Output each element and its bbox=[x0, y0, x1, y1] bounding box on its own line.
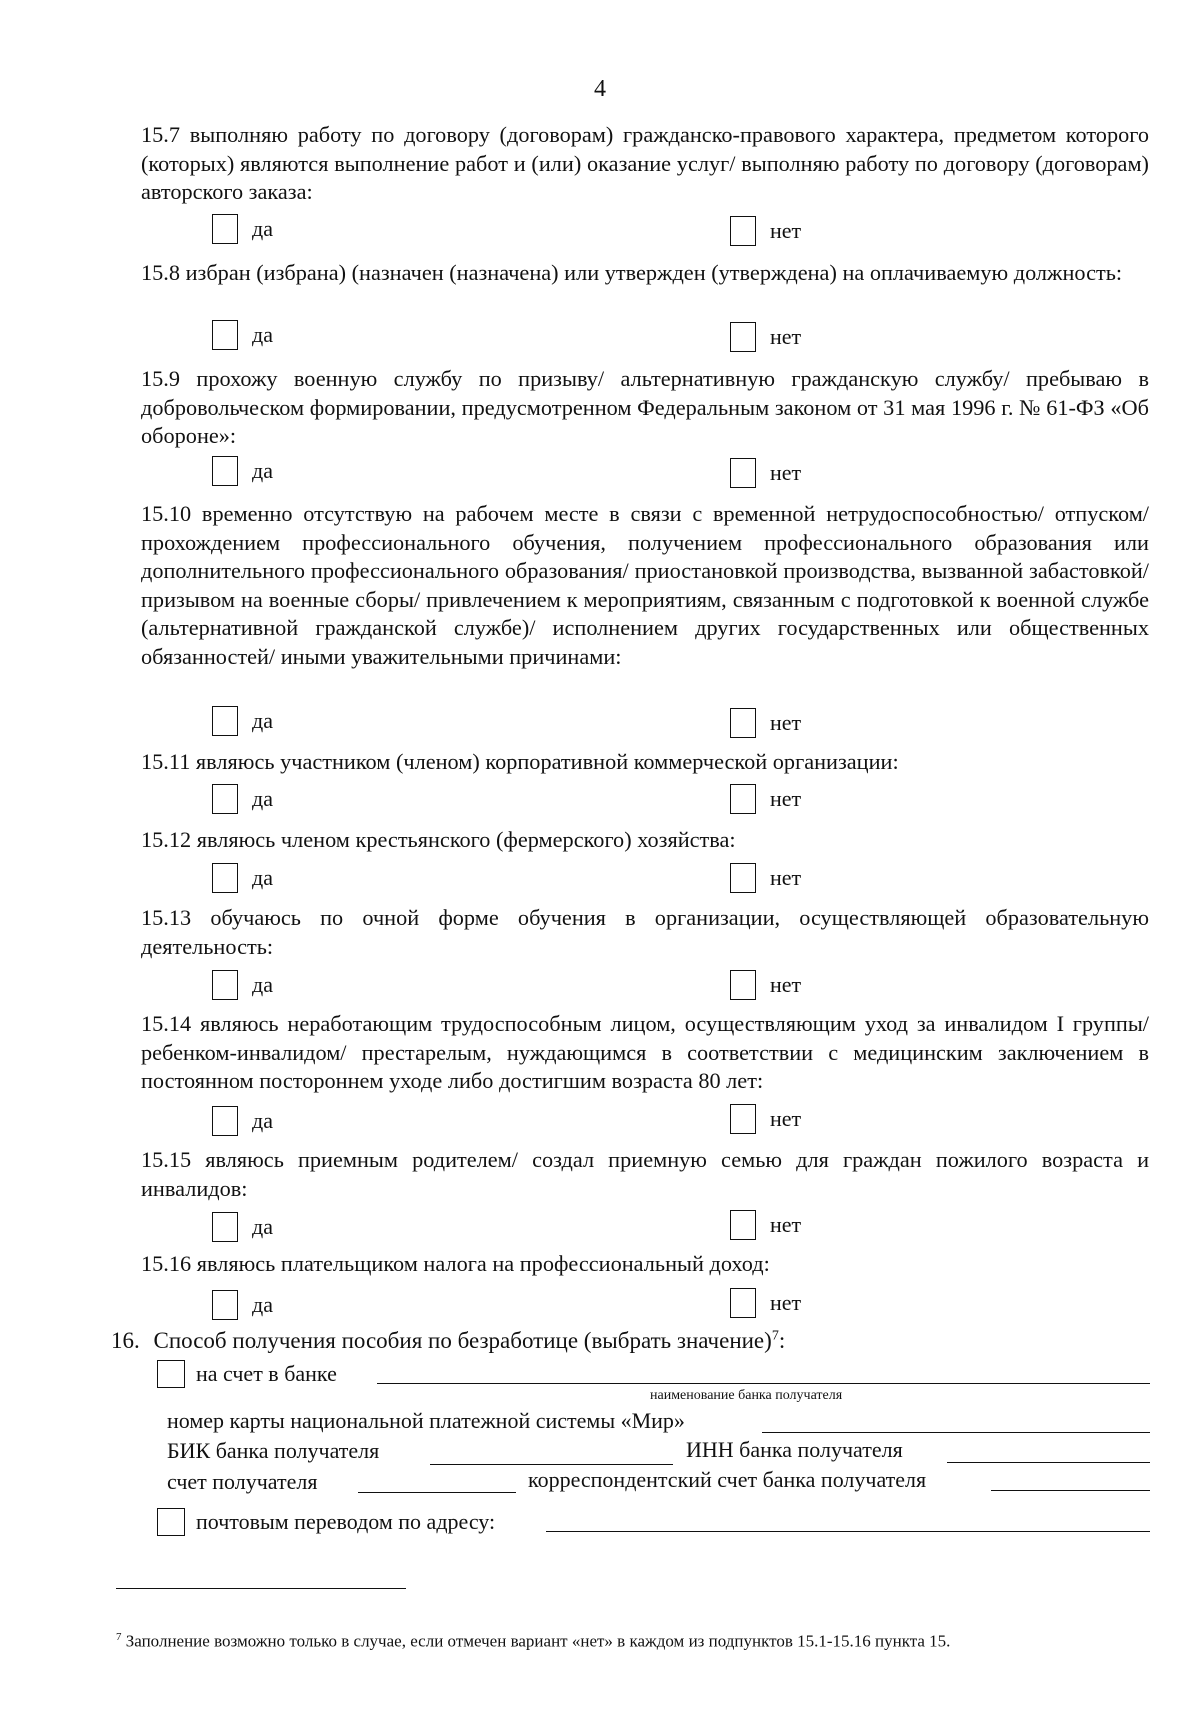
inn-field[interactable] bbox=[947, 1462, 1150, 1463]
postal-transfer-checkbox[interactable] bbox=[157, 1508, 185, 1536]
correspondent-account-label: корреспондентский счет банка получателя bbox=[528, 1467, 927, 1492]
question-15-8-text: 15.8 избран (избрана) (назначен (назначена) или утвержден (утверждена) на оплачиваемую должность: bbox=[141, 260, 1123, 285]
checkbox[interactable] bbox=[212, 456, 238, 486]
checkbox[interactable] bbox=[212, 784, 238, 814]
question-15-15-text: 15.15 являюсь приемным родителем/ создал приемную семью для граждан пожилого возраста и инвалидов: bbox=[141, 1147, 1149, 1201]
checkbox[interactable] bbox=[730, 322, 756, 352]
postal-address-field[interactable] bbox=[546, 1531, 1150, 1532]
question-15-11-text: 15.11 являюсь участником (членом) корпоративной коммерческой организации: bbox=[141, 749, 899, 774]
bank-account-label: на счет в банке bbox=[196, 1361, 337, 1386]
question-15-9-text: 15.9 прохожу военную службу по призыву/ альтернативную гражданскую службу/ пребываю в добровольческом формировании, предусмотренном Федеральным законом от 31 мая 1996 г. № 61-ФЗ «Об обороне»: bbox=[141, 366, 1149, 448]
no-label: нет bbox=[770, 710, 802, 735]
yes-label: да bbox=[252, 458, 273, 483]
section-16-heading bbox=[111, 1328, 785, 1354]
bank-name-caption: наименование банка получателя bbox=[650, 1388, 843, 1403]
yes-label: да bbox=[252, 216, 273, 241]
yes-label: да bbox=[252, 1108, 273, 1133]
checkbox[interactable] bbox=[730, 458, 756, 488]
checkbox[interactable] bbox=[730, 1210, 756, 1240]
checkbox[interactable] bbox=[730, 784, 756, 814]
footnote-mark: 7 bbox=[116, 1631, 122, 1643]
checkbox[interactable] bbox=[212, 320, 238, 350]
checkbox[interactable] bbox=[212, 706, 238, 736]
bank-account-checkbox[interactable] bbox=[157, 1360, 185, 1388]
yes-label: да bbox=[252, 322, 273, 347]
recipient-account-label: счет получателя bbox=[167, 1469, 318, 1494]
question-15-12-text: 15.12 являюсь членом крестьянского (фермерского) хозяйства: bbox=[141, 827, 736, 852]
no-label: нет bbox=[770, 1106, 802, 1131]
inn-label: ИНН банка получателя bbox=[686, 1437, 903, 1462]
no-label: нет bbox=[770, 786, 802, 811]
yes-label: да bbox=[252, 1292, 273, 1317]
checkbox[interactable] bbox=[730, 216, 756, 246]
yes-label: да bbox=[252, 865, 273, 890]
yes-label: да bbox=[252, 786, 273, 811]
bik-field[interactable] bbox=[430, 1464, 673, 1465]
question-15-16-text: 15.16 являюсь плательщиком налога на профессиональный доход: bbox=[141, 1251, 770, 1276]
checkbox[interactable] bbox=[212, 970, 238, 1000]
no-label: нет bbox=[770, 972, 802, 997]
no-label: нет bbox=[770, 865, 802, 890]
checkbox[interactable] bbox=[730, 1104, 756, 1134]
no-label: нет bbox=[770, 324, 802, 349]
checkbox[interactable] bbox=[730, 970, 756, 1000]
footnote-reference: 7 bbox=[771, 1328, 779, 1344]
question-15-13-text: 15.13 обучаюсь по очной форме обучения в организации, осуществляющей образовательную деятельность: bbox=[141, 905, 1149, 959]
checkbox[interactable] bbox=[212, 1212, 238, 1242]
bank-name-field[interactable] bbox=[377, 1383, 1150, 1384]
no-label: нет bbox=[770, 1212, 802, 1237]
checkbox[interactable] bbox=[212, 1106, 238, 1136]
question-15-14-text: 15.14 являюсь неработающим трудоспособным лицом, осуществляющим уход за инвалидом I группы/ ребенком-инвалидом/ престарелым, нуждающимся в соответствии с медицинским заключением в постоянном постороннем уходе либо достигшим возраста 80 лет: bbox=[141, 1011, 1149, 1093]
checkbox[interactable] bbox=[212, 863, 238, 893]
postal-transfer-label: почтовым переводом по адресу: bbox=[196, 1509, 496, 1534]
section-16-number: 16. bbox=[111, 1328, 140, 1353]
footnote-text: Заполнение возможно только в случае, если отмечен вариант «нет» в каждом из подпунктов 15.1-15.16 пункта 15. bbox=[125, 1631, 951, 1651]
yes-label: да bbox=[252, 708, 273, 733]
checkbox[interactable] bbox=[730, 1288, 756, 1318]
no-label: нет bbox=[770, 1290, 802, 1315]
mir-card-label: номер карты национальной платежной системы «Мир» bbox=[167, 1408, 685, 1433]
no-label: нет bbox=[770, 218, 802, 243]
mir-card-number-field[interactable] bbox=[762, 1432, 1150, 1433]
checkbox[interactable] bbox=[212, 1290, 238, 1320]
section-16-title: Способ получения пособия по безработице (выбрать значение) bbox=[153, 1328, 772, 1353]
section-16-colon: : bbox=[778, 1328, 786, 1353]
checkbox[interactable] bbox=[212, 214, 238, 244]
question-15-7-text: 15.7 выполняю работу по договору (договорам) гражданско-правового характера, предметом которого (которых) являются выполнение работ и (или) оказание услуг/ выполняю работу по договору (договорам) авторского заказа: bbox=[141, 122, 1149, 204]
footnote bbox=[116, 1631, 950, 1652]
correspondent-account-field[interactable] bbox=[991, 1490, 1150, 1491]
recipient-account-field[interactable] bbox=[358, 1492, 516, 1493]
footnote-separator bbox=[116, 1588, 406, 1589]
yes-label: да bbox=[252, 972, 273, 997]
page-number: 4 bbox=[594, 76, 606, 102]
yes-label: да bbox=[252, 1214, 273, 1239]
no-label: нет bbox=[770, 460, 802, 485]
bik-label: БИК банка получателя bbox=[167, 1438, 380, 1463]
checkbox[interactable] bbox=[730, 863, 756, 893]
question-15-10-text: 15.10 временно отсутствую на рабочем месте в связи с временной нетрудоспособностью/ отпуском/ прохождением профессионального обучения, получением профессионального образования или дополнительного профессионального образования/ приостановкой производства, вызванной забастовкой/ призывом на военные сборы/ привлечением к мероприятиям, связанным с подготовкой к военной службе (альтернативной гражданской службе)/ исполнением других государственных или общественных обязанностей/ иными уважительными причинами: bbox=[141, 501, 1149, 669]
checkbox[interactable] bbox=[730, 708, 756, 738]
